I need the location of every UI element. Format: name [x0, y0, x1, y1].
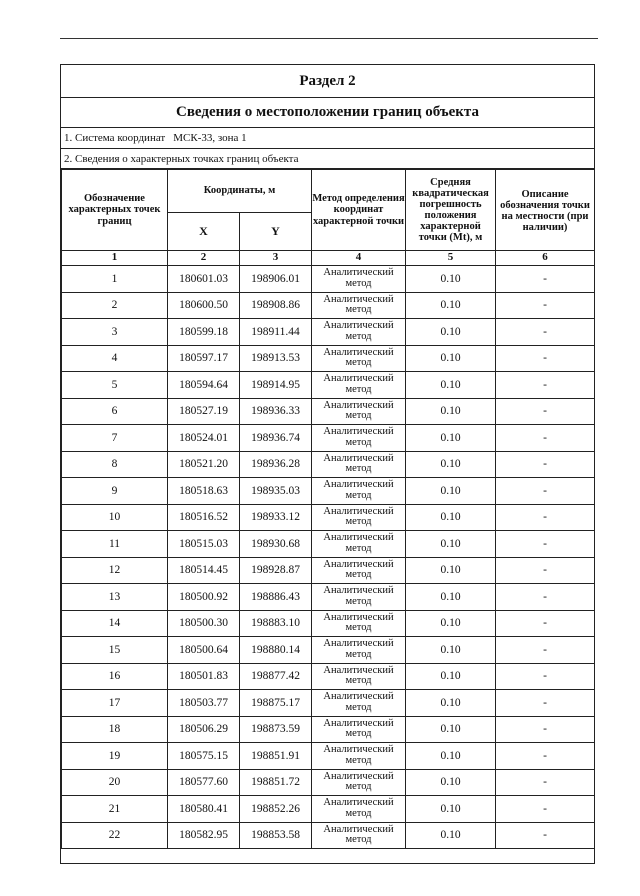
point-description: -	[496, 637, 595, 664]
point-method: Аналитический метод	[312, 637, 406, 664]
point-error: 0.10	[406, 584, 496, 611]
point-y: 198853.58	[240, 822, 312, 849]
point-x: 180501.83	[168, 663, 240, 690]
point-number: 10	[62, 504, 168, 531]
point-y: 198851.72	[240, 769, 312, 796]
point-number: 13	[62, 584, 168, 611]
point-number: 1	[62, 266, 168, 293]
point-y: 198936.28	[240, 451, 312, 478]
table-row	[62, 531, 595, 558]
point-method: Аналитический метод	[312, 451, 406, 478]
point-y: 198933.12	[240, 504, 312, 531]
point-description: -	[496, 769, 595, 796]
table-row	[62, 266, 595, 293]
column-numbers-row	[62, 251, 595, 266]
point-method: Аналитический метод	[312, 478, 406, 505]
point-number: 12	[62, 557, 168, 584]
point-method: Аналитический метод	[312, 584, 406, 611]
point-number: 22	[62, 822, 168, 849]
point-description: -	[496, 796, 595, 823]
point-error: 0.10	[406, 345, 496, 372]
point-method: Аналитический метод	[312, 822, 406, 849]
point-error: 0.10	[406, 372, 496, 399]
point-error: 0.10	[406, 769, 496, 796]
point-y: 198913.53	[240, 345, 312, 372]
point-number: 2	[62, 292, 168, 319]
point-method: Аналитический метод	[312, 345, 406, 372]
point-y: 198914.95	[240, 372, 312, 399]
point-x: 180575.15	[168, 743, 240, 770]
table-row	[62, 292, 595, 319]
table-row	[62, 584, 595, 611]
point-number: 20	[62, 769, 168, 796]
table-row	[62, 319, 595, 346]
point-y: 198936.74	[240, 425, 312, 452]
point-description: -	[496, 584, 595, 611]
point-y: 198883.10	[240, 610, 312, 637]
point-y: 198930.68	[240, 531, 312, 558]
point-error: 0.10	[406, 822, 496, 849]
point-x: 180580.41	[168, 796, 240, 823]
point-number: 7	[62, 425, 168, 452]
point-y: 198873.59	[240, 716, 312, 743]
point-y: 198935.03	[240, 478, 312, 505]
table-row	[62, 557, 595, 584]
point-x: 180515.03	[168, 531, 240, 558]
point-method: Аналитический метод	[312, 743, 406, 770]
point-x: 180601.03	[168, 266, 240, 293]
point-description: -	[496, 663, 595, 690]
header-designation: Обозначение характерных точек границ	[62, 170, 168, 251]
point-y: 198908.86	[240, 292, 312, 319]
point-y: 198886.43	[240, 584, 312, 611]
column-number: 3	[240, 251, 312, 266]
table-row	[62, 478, 595, 505]
point-method: Аналитический метод	[312, 557, 406, 584]
point-x: 180500.64	[168, 637, 240, 664]
point-x: 180594.64	[168, 372, 240, 399]
point-y: 198906.01	[240, 266, 312, 293]
coord-system-line	[61, 128, 594, 149]
header-coords: Координаты, м	[168, 170, 312, 213]
point-method: Аналитический метод	[312, 663, 406, 690]
table-row	[62, 743, 595, 770]
table-row	[62, 637, 595, 664]
table-row	[62, 716, 595, 743]
column-number: 6	[496, 251, 595, 266]
table-row	[62, 822, 595, 849]
column-number: 1	[62, 251, 168, 266]
point-description: -	[496, 743, 595, 770]
section-title: Раздел 2	[61, 65, 594, 98]
point-x: 180516.52	[168, 504, 240, 531]
point-x: 180577.60	[168, 769, 240, 796]
point-description: -	[496, 822, 595, 849]
point-number: 15	[62, 637, 168, 664]
point-number: 8	[62, 451, 168, 478]
point-number: 9	[62, 478, 168, 505]
table-row	[62, 425, 595, 452]
table-row	[62, 451, 595, 478]
point-description: -	[496, 372, 595, 399]
point-number: 5	[62, 372, 168, 399]
point-error: 0.10	[406, 451, 496, 478]
point-x: 180500.30	[168, 610, 240, 637]
point-method: Аналитический метод	[312, 769, 406, 796]
point-method: Аналитический метод	[312, 690, 406, 717]
point-method: Аналитический метод	[312, 531, 406, 558]
point-description: -	[496, 610, 595, 637]
point-error: 0.10	[406, 266, 496, 293]
point-method: Аналитический метод	[312, 398, 406, 425]
point-error: 0.10	[406, 610, 496, 637]
point-x: 180521.20	[168, 451, 240, 478]
point-description: -	[496, 690, 595, 717]
header-method: Метод определения координат характерной точки	[312, 170, 406, 251]
point-description: -	[496, 478, 595, 505]
point-description: -	[496, 531, 595, 558]
point-method: Аналитический метод	[312, 319, 406, 346]
column-number: 5	[406, 251, 496, 266]
point-number: 6	[62, 398, 168, 425]
column-number: 4	[312, 251, 406, 266]
point-error: 0.10	[406, 637, 496, 664]
point-number: 21	[62, 796, 168, 823]
point-error: 0.10	[406, 292, 496, 319]
point-y: 198928.87	[240, 557, 312, 584]
point-description: -	[496, 451, 595, 478]
point-y: 198852.26	[240, 796, 312, 823]
point-x: 180599.18	[168, 319, 240, 346]
point-error: 0.10	[406, 425, 496, 452]
point-description: -	[496, 292, 595, 319]
table-row	[62, 663, 595, 690]
table-row	[62, 398, 595, 425]
point-number: 17	[62, 690, 168, 717]
section-frame	[60, 64, 595, 864]
table-row	[62, 690, 595, 717]
point-method: Аналитический метод	[312, 266, 406, 293]
point-error: 0.10	[406, 663, 496, 690]
table-row	[62, 769, 595, 796]
table-row	[62, 504, 595, 531]
point-x: 180503.77	[168, 690, 240, 717]
top-rule	[60, 38, 598, 39]
point-description: -	[496, 425, 595, 452]
point-x: 180527.19	[168, 398, 240, 425]
point-x: 180597.17	[168, 345, 240, 372]
point-number: 14	[62, 610, 168, 637]
point-description: -	[496, 504, 595, 531]
header-y: Y	[240, 213, 312, 251]
point-error: 0.10	[406, 743, 496, 770]
point-error: 0.10	[406, 557, 496, 584]
point-error: 0.10	[406, 716, 496, 743]
table-row	[62, 372, 595, 399]
point-y: 198936.33	[240, 398, 312, 425]
point-y: 198851.91	[240, 743, 312, 770]
point-error: 0.10	[406, 398, 496, 425]
point-error: 0.10	[406, 690, 496, 717]
point-method: Аналитический метод	[312, 372, 406, 399]
point-number: 4	[62, 345, 168, 372]
point-method: Аналитический метод	[312, 716, 406, 743]
points-table	[61, 169, 595, 849]
point-x: 180600.50	[168, 292, 240, 319]
column-number: 2	[168, 251, 240, 266]
points-table-body	[62, 266, 595, 849]
table-row	[62, 610, 595, 637]
point-error: 0.10	[406, 504, 496, 531]
point-number: 18	[62, 716, 168, 743]
points-caption: 2. Сведения о характерных точках границ объекта	[61, 149, 594, 169]
point-description: -	[496, 319, 595, 346]
point-x: 180582.95	[168, 822, 240, 849]
point-number: 19	[62, 743, 168, 770]
table-row	[62, 345, 595, 372]
point-error: 0.10	[406, 478, 496, 505]
point-number: 16	[62, 663, 168, 690]
point-x: 180514.45	[168, 557, 240, 584]
point-number: 3	[62, 319, 168, 346]
point-description: -	[496, 557, 595, 584]
point-y: 198875.17	[240, 690, 312, 717]
point-error: 0.10	[406, 319, 496, 346]
coord-system-value: МСК-33, зона 1	[173, 132, 247, 144]
point-y: 198911.44	[240, 319, 312, 346]
point-method: Аналитический метод	[312, 292, 406, 319]
point-method: Аналитический метод	[312, 504, 406, 531]
point-error: 0.10	[406, 796, 496, 823]
point-x: 180506.29	[168, 716, 240, 743]
point-x: 180518.63	[168, 478, 240, 505]
point-number: 11	[62, 531, 168, 558]
table-row	[62, 796, 595, 823]
point-x: 180524.01	[168, 425, 240, 452]
point-method: Аналитический метод	[312, 610, 406, 637]
point-description: -	[496, 266, 595, 293]
coord-system-label: 1. Система координат	[64, 132, 166, 144]
point-y: 198877.42	[240, 663, 312, 690]
section-subtitle: Сведения о местоположении границ объекта	[61, 98, 594, 128]
point-y: 198880.14	[240, 637, 312, 664]
point-description: -	[496, 345, 595, 372]
point-error: 0.10	[406, 531, 496, 558]
point-method: Аналитический метод	[312, 796, 406, 823]
point-method: Аналитический метод	[312, 425, 406, 452]
header-error: Средняя квадратическая погрешность положения характерной точки (Mt), м	[406, 170, 496, 251]
point-description: -	[496, 398, 595, 425]
header-description: Описание обозначения точки на местности (при наличии)	[496, 170, 595, 251]
point-description: -	[496, 716, 595, 743]
point-x: 180500.92	[168, 584, 240, 611]
header-x: X	[168, 213, 240, 251]
